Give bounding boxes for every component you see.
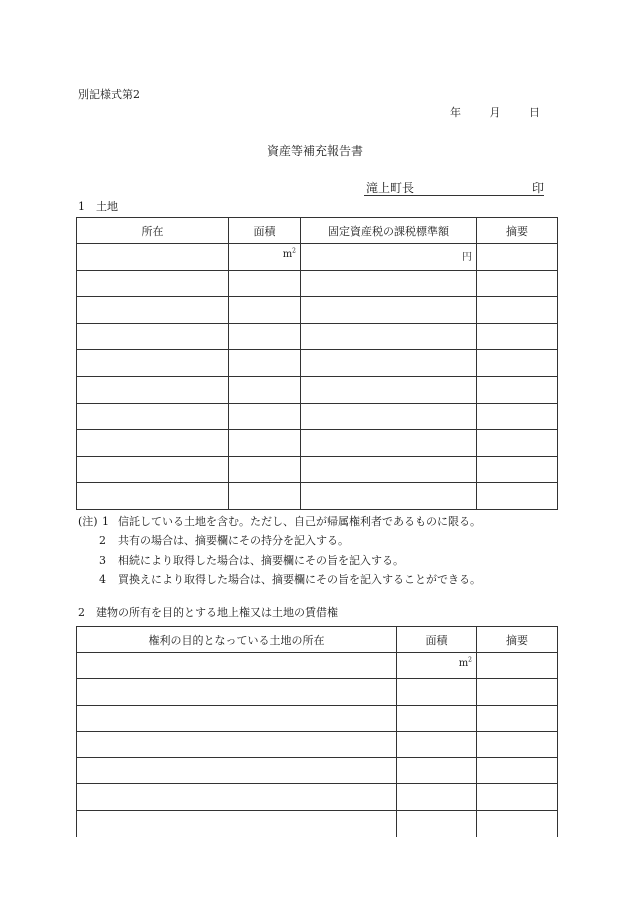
cell-remarks[interactable] [477, 731, 558, 757]
cell-area[interactable] [229, 430, 301, 457]
cell-tax-base[interactable] [301, 403, 477, 430]
cell-remarks[interactable] [477, 810, 558, 836]
col-header-remarks: 摘要 [477, 218, 558, 244]
form-label: 別記様式第2 [78, 88, 140, 101]
cell-remarks[interactable] [477, 297, 558, 324]
cell-area[interactable] [229, 376, 301, 403]
cell-location[interactable] [77, 244, 229, 271]
cell-remarks[interactable] [477, 456, 558, 483]
yen-unit: 円 [462, 252, 472, 263]
table-row [77, 653, 558, 679]
table-row [77, 679, 558, 705]
cell-area[interactable] [229, 297, 301, 324]
cell-area[interactable] [397, 758, 477, 784]
cell-tax-base[interactable] [301, 270, 477, 297]
cell-location[interactable] [77, 297, 229, 324]
table-row [77, 350, 558, 377]
date-month: 月 [489, 106, 501, 119]
table-row [77, 456, 558, 483]
table-row [77, 483, 558, 510]
note-prefix: (注) [78, 515, 98, 528]
table-row [77, 705, 558, 731]
cell-land-location[interactable] [77, 731, 397, 757]
col-header-area: 面積 [397, 627, 477, 653]
cell-remarks[interactable] [477, 430, 558, 457]
table-row [77, 323, 558, 350]
note-text: 相続により取得した場合は、摘要欄にその旨を記入する。 [118, 553, 404, 567]
cell-remarks[interactable] [477, 270, 558, 297]
cell-area[interactable] [397, 653, 477, 679]
table-row [77, 784, 558, 810]
table-row [77, 731, 558, 757]
cell-remarks[interactable] [477, 653, 558, 679]
cell-land-location[interactable] [77, 679, 397, 705]
col-header-tax-base: 固定資産税の課税標準額 [301, 218, 477, 244]
note-item [78, 512, 481, 531]
cell-remarks[interactable] [477, 350, 558, 377]
note-item [78, 570, 481, 589]
cell-remarks[interactable] [477, 323, 558, 350]
cell-location[interactable] [77, 430, 229, 457]
note-number: 2 [99, 534, 106, 548]
notes [78, 512, 481, 589]
signature-line [364, 179, 544, 196]
cell-area[interactable] [397, 784, 477, 810]
cell-tax-base[interactable] [301, 456, 477, 483]
cell-area[interactable] [229, 403, 301, 430]
cell-land-location[interactable] [77, 653, 397, 679]
cell-remarks[interactable] [477, 244, 558, 271]
note-item [78, 531, 481, 550]
cell-remarks[interactable] [477, 784, 558, 810]
mayor-name: 滝上町長 [366, 181, 415, 195]
land-table [76, 217, 558, 510]
table-row [77, 297, 558, 324]
section-heading-land: 1 土地 [78, 200, 118, 213]
cell-land-location[interactable] [77, 784, 397, 810]
table-row [77, 430, 558, 457]
leasehold-table [76, 626, 558, 837]
cell-location[interactable] [77, 403, 229, 430]
seal-mark: 印 [531, 181, 544, 195]
table-row [77, 376, 558, 403]
cell-tax-base[interactable] [301, 483, 477, 510]
cell-location[interactable] [77, 376, 229, 403]
cell-tax-base[interactable] [301, 430, 477, 457]
cell-area[interactable] [229, 456, 301, 483]
table-row [77, 758, 558, 784]
table-header-row [77, 627, 558, 653]
cell-area[interactable] [397, 731, 477, 757]
cell-area[interactable] [397, 679, 477, 705]
note-text: 信託している土地を含む。ただし、自己が帰属権利者であるものに限る。 [118, 515, 481, 528]
cell-area[interactable] [229, 244, 301, 271]
cell-location[interactable] [77, 483, 229, 510]
note-text: 共有の場合は、摘要欄にその持分を記入する。 [118, 534, 349, 548]
col-header-land-location: 権利の目的となっている土地の所在 [77, 627, 397, 653]
note-number: 3 [99, 553, 106, 567]
cell-area[interactable] [229, 270, 301, 297]
area-unit: $m^2$ [458, 657, 472, 670]
cell-location[interactable] [77, 323, 229, 350]
col-header-location: 所在 [77, 218, 229, 244]
cell-remarks[interactable] [477, 705, 558, 731]
cell-remarks[interactable] [477, 679, 558, 705]
cell-area[interactable] [229, 350, 301, 377]
area-unit: $m^2$ [282, 248, 296, 261]
cell-land-location[interactable] [77, 758, 397, 784]
col-header-area: 面積 [229, 218, 301, 244]
note-number: 4 [99, 572, 106, 586]
cell-tax-base[interactable] [301, 376, 477, 403]
cell-remarks[interactable] [477, 758, 558, 784]
note-text: 買換えにより取得した場合は、摘要欄にその旨を記入することができる。 [118, 572, 481, 586]
date-year: 年 [450, 106, 461, 119]
cell-land-location[interactable] [77, 810, 397, 836]
col-header-remarks: 摘要 [477, 627, 558, 653]
cell-tax-base[interactable] [301, 323, 477, 350]
table-row [77, 403, 558, 430]
cell-area[interactable] [229, 483, 301, 510]
cell-location[interactable] [77, 270, 229, 297]
cell-area[interactable] [229, 323, 301, 350]
cell-location[interactable] [77, 456, 229, 483]
date-line [450, 104, 540, 120]
cell-remarks[interactable] [477, 483, 558, 510]
cell-remarks[interactable] [477, 403, 558, 430]
page-title: 資産等補充報告書 [266, 144, 363, 158]
cell-tax-base[interactable] [301, 244, 477, 271]
cell-land-location[interactable] [77, 705, 397, 731]
note-number: 1 [102, 515, 109, 528]
cell-area[interactable] [397, 705, 477, 731]
table-row [77, 244, 558, 271]
table-row [77, 810, 558, 836]
cell-location[interactable] [77, 350, 229, 377]
table-header-row [77, 218, 558, 244]
section-heading-leasehold: 2 建物の所有を目的とする地上権又は土地の賃借権 [78, 606, 338, 619]
date-day: 日 [529, 106, 540, 119]
table-row [77, 270, 558, 297]
cell-area[interactable] [397, 810, 477, 836]
cell-remarks[interactable] [477, 376, 558, 403]
note-item [78, 551, 481, 570]
cell-tax-base[interactable] [301, 350, 477, 377]
cell-tax-base[interactable] [301, 297, 477, 324]
